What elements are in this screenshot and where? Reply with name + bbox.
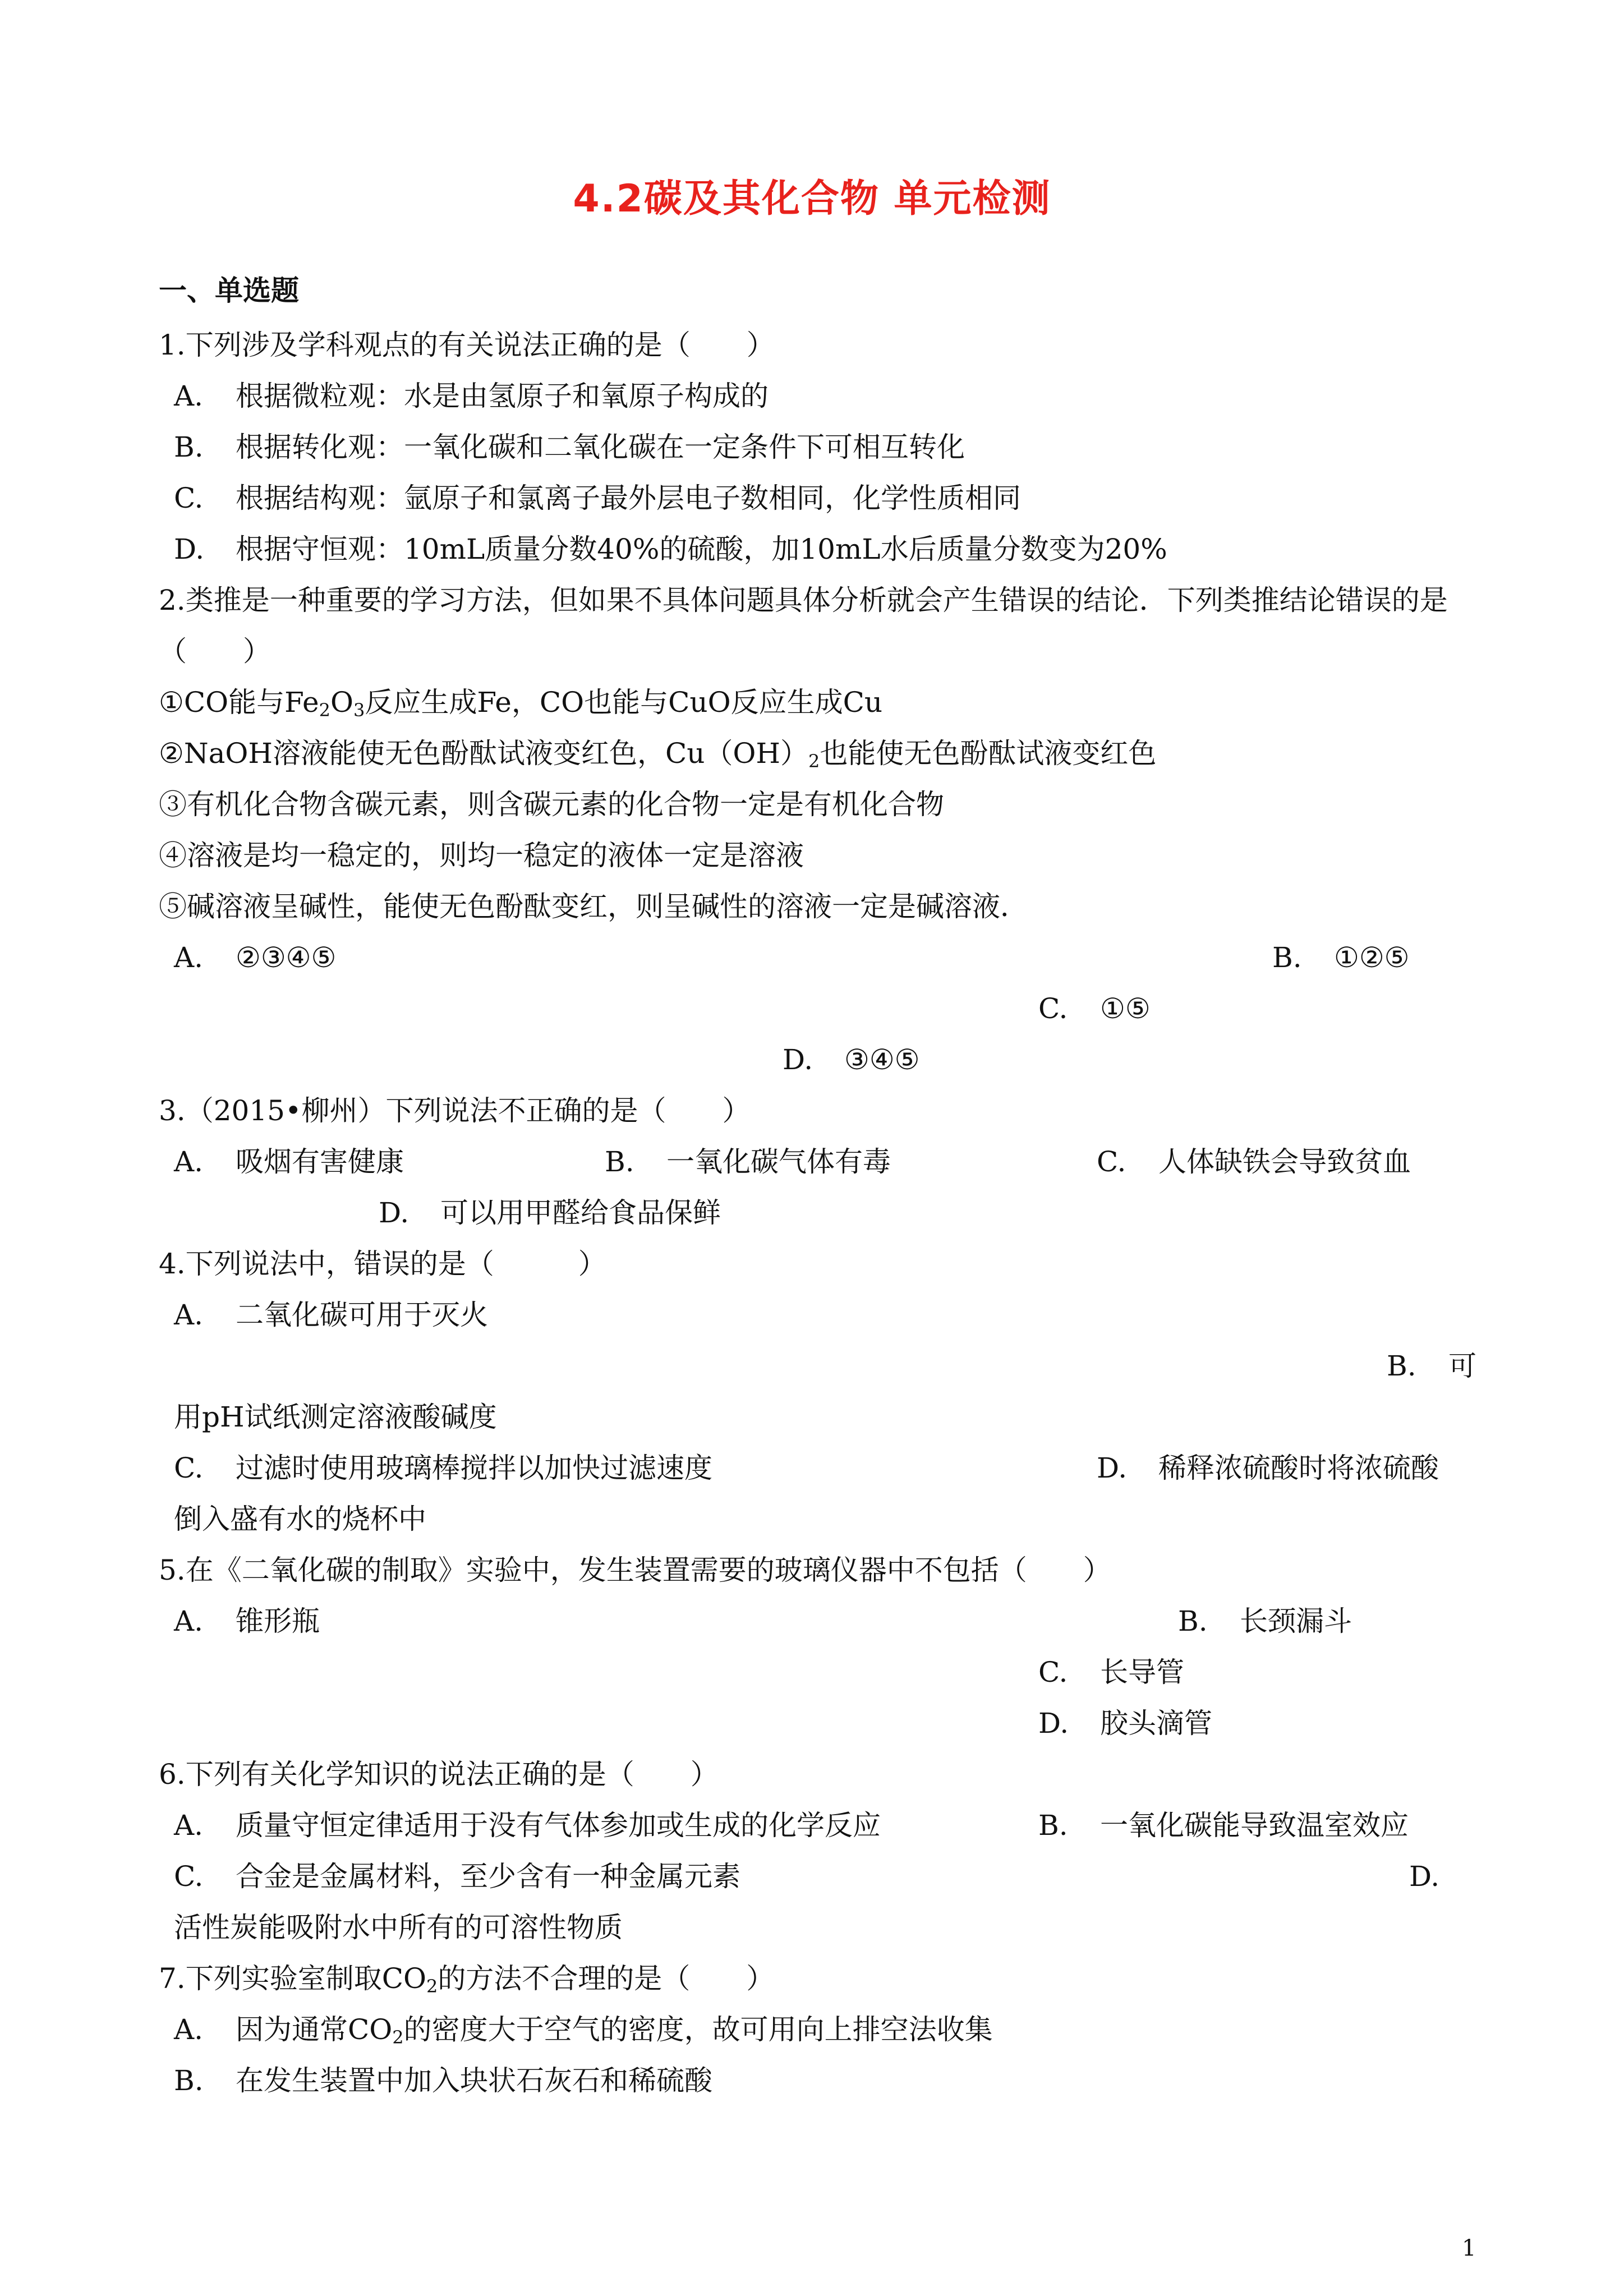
option-label: C.: [1038, 992, 1068, 1025]
option-text: 过滤时使用玻璃棒搅拌以加快过滤速度: [236, 1452, 712, 1484]
text-part: 也能使无色酚酞试液变红色: [820, 737, 1157, 770]
q2-option-a[interactable]: [174, 941, 336, 974]
option-label: B.: [174, 2064, 204, 2097]
q2-stem-cont: （ ）: [159, 635, 271, 668]
option-label: B.: [174, 431, 204, 463]
option-label: D.: [174, 533, 205, 565]
q5-option-a[interactable]: [174, 1604, 320, 1638]
page-title: 4.2碳及其化合物 单元检测: [573, 177, 1051, 221]
option-text: 一氧化碳气体有毒: [666, 1145, 891, 1178]
option-text: 长颈漏斗: [1240, 1605, 1352, 1637]
option-text: 合金是金属材料，至少含有一种金属元素: [236, 1860, 740, 1893]
option-label: C.: [174, 482, 204, 514]
option-label: C.: [174, 1860, 204, 1893]
q6-option-c[interactable]: [174, 1860, 740, 1893]
option-text: ③④⑤: [844, 1043, 920, 1076]
q1-option-d[interactable]: [174, 532, 1167, 566]
page-number: 1: [1462, 2235, 1476, 2261]
option-text: 根据转化观：一氧化碳和二氧化碳在一定条件下可相互转化: [236, 431, 965, 463]
text-part: 因为通常CO: [236, 2013, 393, 2046]
text-part: ①CO能与Fe: [159, 686, 319, 719]
option-label: C.: [1038, 1656, 1068, 1688]
q3-option-c[interactable]: [1097, 1145, 1411, 1179]
option-label: A.: [174, 941, 204, 974]
option-text: 长导管: [1100, 1656, 1184, 1688]
q2-stem: 2.类推是一种重要的学习方法，但如果不具体问题具体分析就会产生错误的结论．下列类推结论错误的是: [159, 584, 1448, 616]
option-text: 稀释浓硫酸时将浓硫酸: [1158, 1452, 1439, 1484]
option-label: C.: [174, 1452, 204, 1484]
q5-stem: 5.在《二氧化碳的制取》实验中，发生装置需要的玻璃仪器中不包括（ ）: [159, 1554, 1111, 1586]
section-heading: 一、单选题: [159, 274, 299, 307]
option-text: 可以用甲醛给食品保鲜: [440, 1197, 721, 1229]
option-label: A.: [174, 1809, 204, 1842]
option-label: B.: [1272, 941, 1302, 974]
option-text: 吸烟有害健康: [236, 1145, 404, 1178]
q2-option-d[interactable]: [783, 1043, 919, 1076]
q4-option-c[interactable]: [174, 1451, 712, 1485]
q3-option-d[interactable]: [379, 1196, 721, 1230]
subscript: 2: [319, 700, 330, 721]
option-label: A.: [174, 1145, 204, 1178]
option-label: C.: [1097, 1145, 1126, 1178]
option-text: 胶头滴管: [1100, 1707, 1212, 1740]
option-label: B.: [1178, 1605, 1208, 1637]
q3-stem: 3.（2015•柳州）下列说法不正确的是（ ）: [159, 1094, 751, 1127]
q4-option-a[interactable]: [174, 1298, 488, 1332]
option-label: A.: [174, 380, 204, 412]
option-text: 根据守恒观：10mL质量分数40%的硫酸，加10mL水后质量分数变为20%: [236, 533, 1167, 565]
option-label: D.: [1038, 1707, 1069, 1740]
option-text: 根据微粒观：水是由氢原子和氧原子构成的: [236, 380, 769, 412]
option-label: D.: [783, 1043, 813, 1076]
q4-option-b[interactable]: [1387, 1349, 1476, 1383]
q1-stem: 1.下列涉及学科观点的有关说法正确的是（ ）: [159, 329, 775, 361]
subscript: 2: [392, 2027, 404, 2048]
option-text: 二氧化碳可用于灭火: [236, 1299, 488, 1331]
q1-option-c[interactable]: [174, 481, 1021, 515]
q2-option-b[interactable]: [1272, 941, 1409, 974]
option-text: 一氧化碳能导致温室效应: [1100, 1809, 1409, 1842]
option-text: ①⑤: [1100, 992, 1151, 1025]
q3-option-b[interactable]: [605, 1145, 891, 1179]
text-part: 的密度大于空气的密度，故可用向上排空法收集: [403, 2013, 993, 2046]
option-text: 根据结构观：氩原子和氯离子最外层电子数相同，化学性质相同: [236, 482, 1021, 514]
q7-stem: [159, 1962, 774, 1995]
option-label: B.: [1038, 1809, 1068, 1842]
option-text: 人体缺铁会导致贫血: [1158, 1145, 1411, 1178]
q4-option-d-cont: 倒入盛有水的烧杯中: [174, 1503, 426, 1535]
q2-statement-1: [159, 685, 882, 719]
option-label: A.: [174, 1605, 204, 1637]
option-label: B.: [605, 1145, 634, 1178]
option-text: 在发生装置中加入块状石灰石和稀硫酸: [236, 2064, 712, 2097]
option-label: D.: [1409, 1860, 1440, 1893]
q4-option-d[interactable]: [1097, 1451, 1439, 1485]
q2-statement-4: ④溶液是均一稳定的，则均一稳定的液体一定是溶液: [159, 839, 804, 872]
text-part: 反应生成Fe，CO也能与CuO反应生成Cu: [365, 686, 883, 719]
q5-option-b[interactable]: [1178, 1604, 1352, 1638]
option-label: A.: [174, 1299, 204, 1331]
option-text: 锥形瓶: [236, 1605, 320, 1637]
text-part: 7.下列实验室制取CO: [159, 1962, 426, 1995]
q4-option-b-cont: 用pH试纸测定溶液酸碱度: [174, 1401, 497, 1433]
subscript: 2: [426, 1976, 438, 1997]
q2-option-c[interactable]: [1038, 992, 1151, 1025]
subscript: 2: [808, 751, 820, 772]
q3-option-a[interactable]: [174, 1145, 404, 1179]
q5-option-d[interactable]: [1038, 1706, 1212, 1740]
option-label: D.: [1097, 1452, 1128, 1484]
q2-statement-5: ⑤碱溶液呈碱性，能使无色酚酞变红，则呈碱性的溶液一定是碱溶液．: [159, 890, 1028, 923]
q6-option-d[interactable]: [1409, 1860, 1439, 1893]
q2-statement-2: [159, 737, 1156, 770]
text-part: ②NaOH溶液能使无色酚酞试液变红色，Cu（OH）: [159, 737, 809, 770]
option-text: 可: [1448, 1350, 1476, 1382]
q2-statement-3: ③有机化合物含碳元素，则含碳元素的化合物一定是有机化合物: [159, 788, 944, 821]
option-text: ①②⑤: [1334, 941, 1410, 974]
q6-option-b[interactable]: [1038, 1809, 1409, 1842]
q7-option-a[interactable]: [174, 2013, 993, 2046]
q7-option-b[interactable]: [174, 2064, 712, 2097]
subscript: 3: [353, 700, 365, 721]
option-label: D.: [379, 1197, 410, 1229]
option-text: ②③④⑤: [236, 941, 337, 974]
q6-stem: 6.下列有关化学知识的说法正确的是（ ）: [159, 1758, 719, 1791]
q5-option-c[interactable]: [1038, 1655, 1184, 1689]
q6-option-d-cont: 活性炭能吸附水中所有的可溶性物质: [174, 1911, 623, 1944]
text-part: O: [330, 686, 353, 719]
option-text: 质量守恒定律适用于没有气体参加或生成的化学反应: [236, 1809, 881, 1842]
q6-option-a[interactable]: [174, 1809, 881, 1842]
option-label: B.: [1387, 1350, 1416, 1382]
q4-stem: 4.下列说法中，错误的是（ ）: [159, 1248, 606, 1280]
option-label: A.: [174, 2013, 204, 2046]
q1-option-b[interactable]: [174, 430, 965, 464]
q1-option-a[interactable]: [174, 379, 769, 413]
text-part: 的方法不合理的是（ ）: [438, 1962, 775, 1995]
